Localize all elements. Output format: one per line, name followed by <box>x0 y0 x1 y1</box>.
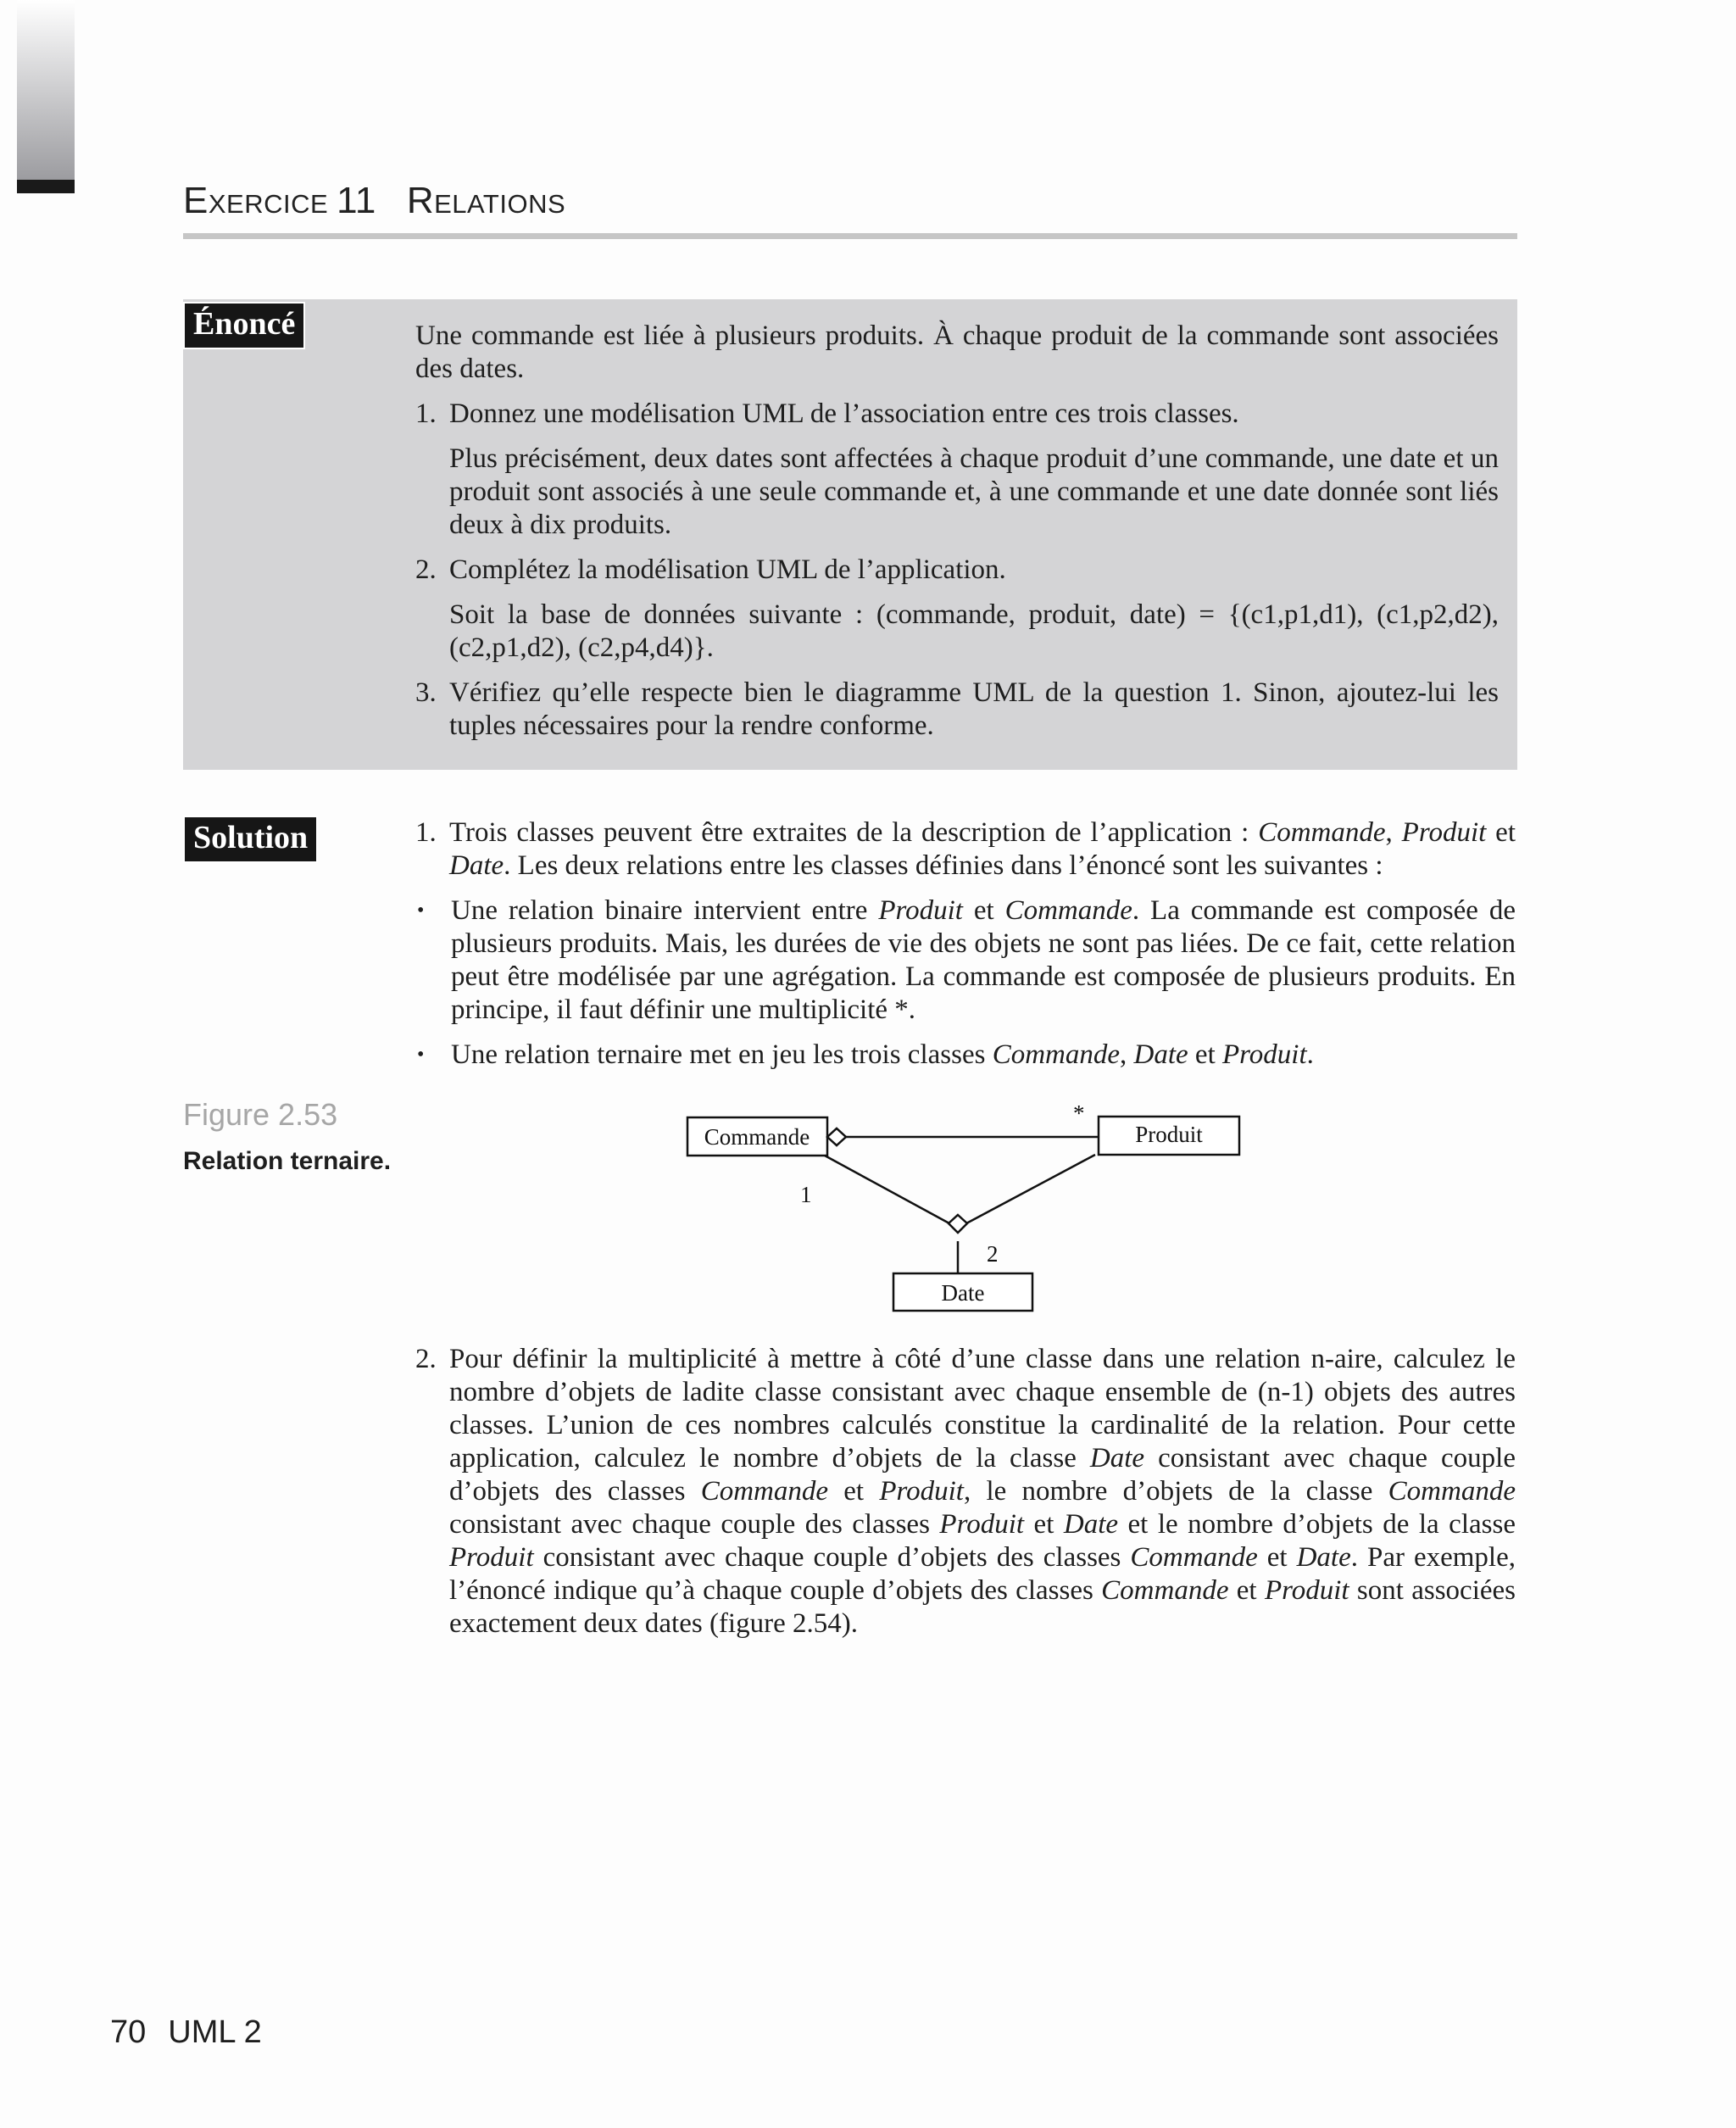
uml-ternary-diagram <box>678 1102 1255 1331</box>
ternary-aggregation-diamond <box>949 1215 967 1233</box>
ternary-line-commande <box>825 1156 949 1223</box>
page-number: 70 <box>110 2014 147 2050</box>
class-commande-label: Commande <box>704 1124 810 1150</box>
ternary-line-produit <box>966 1155 1095 1223</box>
multiplicity-one: 1 <box>800 1182 812 1207</box>
question-2: 2. Complétez la modélisation UML de l’application. <box>415 554 1006 585</box>
exercise-header <box>183 180 1517 222</box>
header-rule <box>183 233 1517 239</box>
multiplicity-two: 2 <box>987 1241 999 1267</box>
binary-aggregation-diamond <box>827 1128 846 1145</box>
solution-text <box>415 816 1516 1083</box>
solution-point-1: 1. Trois classes peuvent être extraites de la description de l’application : Commande, Produit et Date. Les deux relations entre les classes définies dans l’énoncé sont les suivantes : <box>415 817 1516 881</box>
exercise-number: 11 <box>337 180 376 221</box>
solution-bullet-binary: • Une relation binaire intervient entre Produit et Commande. La commande est composée de plusieurs produits. Mais, les durées de vie des objets ne sont pas liées. De ce fait, cette relation peut être modélisée par une agrégation. La commande est composée de plusieurs produits. En principe, il faut définir une multiplicité *. <box>417 895 1516 1025</box>
class-produit-label: Produit <box>1135 1122 1203 1147</box>
solution-tag: Solution <box>183 816 318 863</box>
enonce-text <box>415 320 1499 755</box>
enonce-intro: Une commande est liée à plusieurs produits. À chaque produit de la commande sont associées des dates. <box>415 320 1499 384</box>
figure-number: Figure 2.53 <box>183 1097 338 1132</box>
enonce-tag: Énoncé <box>183 302 305 349</box>
solution-point-2: 2. Pour définir la multiplicité à mettre à côté d’une classe dans une relation n-aire, calculez le nombre d’objets de ladite classe consistant avec chaque ensemble de (n-1) objets des autres classes. L’union de ces nombres calculés constitue la cardinalité de la relation. Pour cette application, calculez le nombre d’objets de la classe Date consistant avec chaque couple d’objets des classes Commande et Produit, le nombre d’objets de la classe Commande consistant avec chaque couple des classes Produit et Date et le nombre d’objets de la classe Produit consistant avec chaque couple d’objets des classes Commande et Date. Par exemple, l’énoncé indique qu’à chaque couple d’objets des classes Commande et Produit sont associées exactement deux dates (figure 2.54). <box>415 1344 1516 1639</box>
class-date-label: Date <box>941 1280 985 1306</box>
solution-text-2 <box>415 1343 1516 1652</box>
figure-caption: Relation ternaire. <box>183 1147 392 1175</box>
book-title: UML 2 <box>168 2014 262 2050</box>
corner-bar <box>17 180 75 193</box>
solution-bullet-ternary: • Une relation ternaire met en jeu les trois classes Commande, Date et Produit. <box>417 1039 1314 1070</box>
multiplicity-star: * <box>1073 1102 1085 1126</box>
corner-tab <box>17 0 75 180</box>
question-3: 3. Vérifiez qu’elle respecte bien le diagramme UML de la question 1. Sinon, ajoutez-lui les tuples nécessaires pour la rendre conforme. <box>415 677 1499 741</box>
page-footer <box>110 2014 262 2051</box>
exercise-label: Exercice <box>183 180 329 221</box>
question-2-detail: Soit la base de données suivante : (commande, produit, date) = {(c1,p1,d1), (c1,p2,d2), (c2,p1,d2), (c2,p4,d4)}. <box>449 599 1499 663</box>
question-1: 1. Donnez une modélisation UML de l’association entre ces trois classes. <box>415 398 1239 429</box>
exercise-title: Relations <box>406 180 566 221</box>
question-1-detail: Plus précisément, deux dates sont affectées à chaque produit d’une commande, une date et un produit sont associés à une seule commande et, à une commande et une date donnée sont liés deux à dix produits. <box>449 443 1499 540</box>
